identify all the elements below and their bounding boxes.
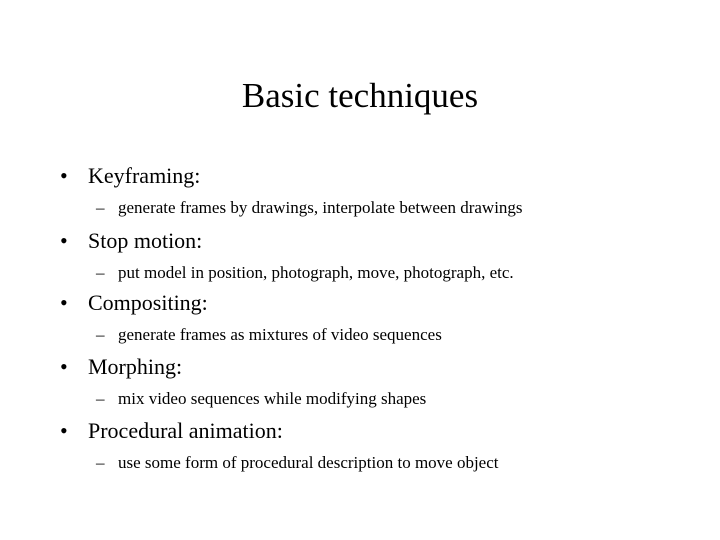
bullet-heading: Morphing:: [88, 354, 183, 379]
bullet-heading: Compositing:: [88, 290, 208, 315]
sub-bullet-text: use some form of procedural description to move object: [118, 453, 499, 472]
bullet-icon: •: [60, 228, 68, 253]
bullet-heading: Keyframing:: [88, 163, 201, 188]
bullet-icon: •: [60, 163, 68, 188]
dash-icon: –: [96, 263, 105, 282]
sub-bullet-text: mix video sequences while modifying shapes: [118, 389, 427, 408]
dash-icon: –: [96, 389, 105, 408]
sub-bullet-row: [96, 324, 442, 346]
bullet-heading: Stop motion:: [88, 228, 203, 253]
sub-bullet-row: [96, 197, 523, 219]
sub-bullet-text: generate frames as mixtures of video sequences: [118, 325, 442, 344]
bullet-heading-row: [60, 417, 283, 445]
bullet-heading-row: [60, 289, 208, 317]
dash-icon: –: [96, 198, 105, 217]
sub-bullet-row: [96, 388, 426, 410]
dash-icon: –: [96, 325, 105, 344]
bullet-heading-row: [60, 162, 200, 190]
bullet-icon: •: [60, 354, 68, 379]
sub-bullet-row: [96, 262, 514, 284]
sub-bullet-text: put model in position, photograph, move, photograph, etc.: [118, 263, 514, 282]
dash-icon: –: [96, 453, 105, 472]
sub-bullet-text: generate frames by drawings, interpolate between drawings: [118, 198, 523, 217]
slide-title: Basic techniques: [241, 76, 479, 115]
bullet-heading: Procedural animation:: [88, 418, 283, 443]
bullet-heading-row: [60, 353, 182, 381]
bullet-icon: •: [60, 290, 68, 315]
sub-bullet-row: [96, 452, 499, 474]
bullet-icon: •: [60, 418, 68, 443]
bullet-heading-row: [60, 227, 202, 255]
